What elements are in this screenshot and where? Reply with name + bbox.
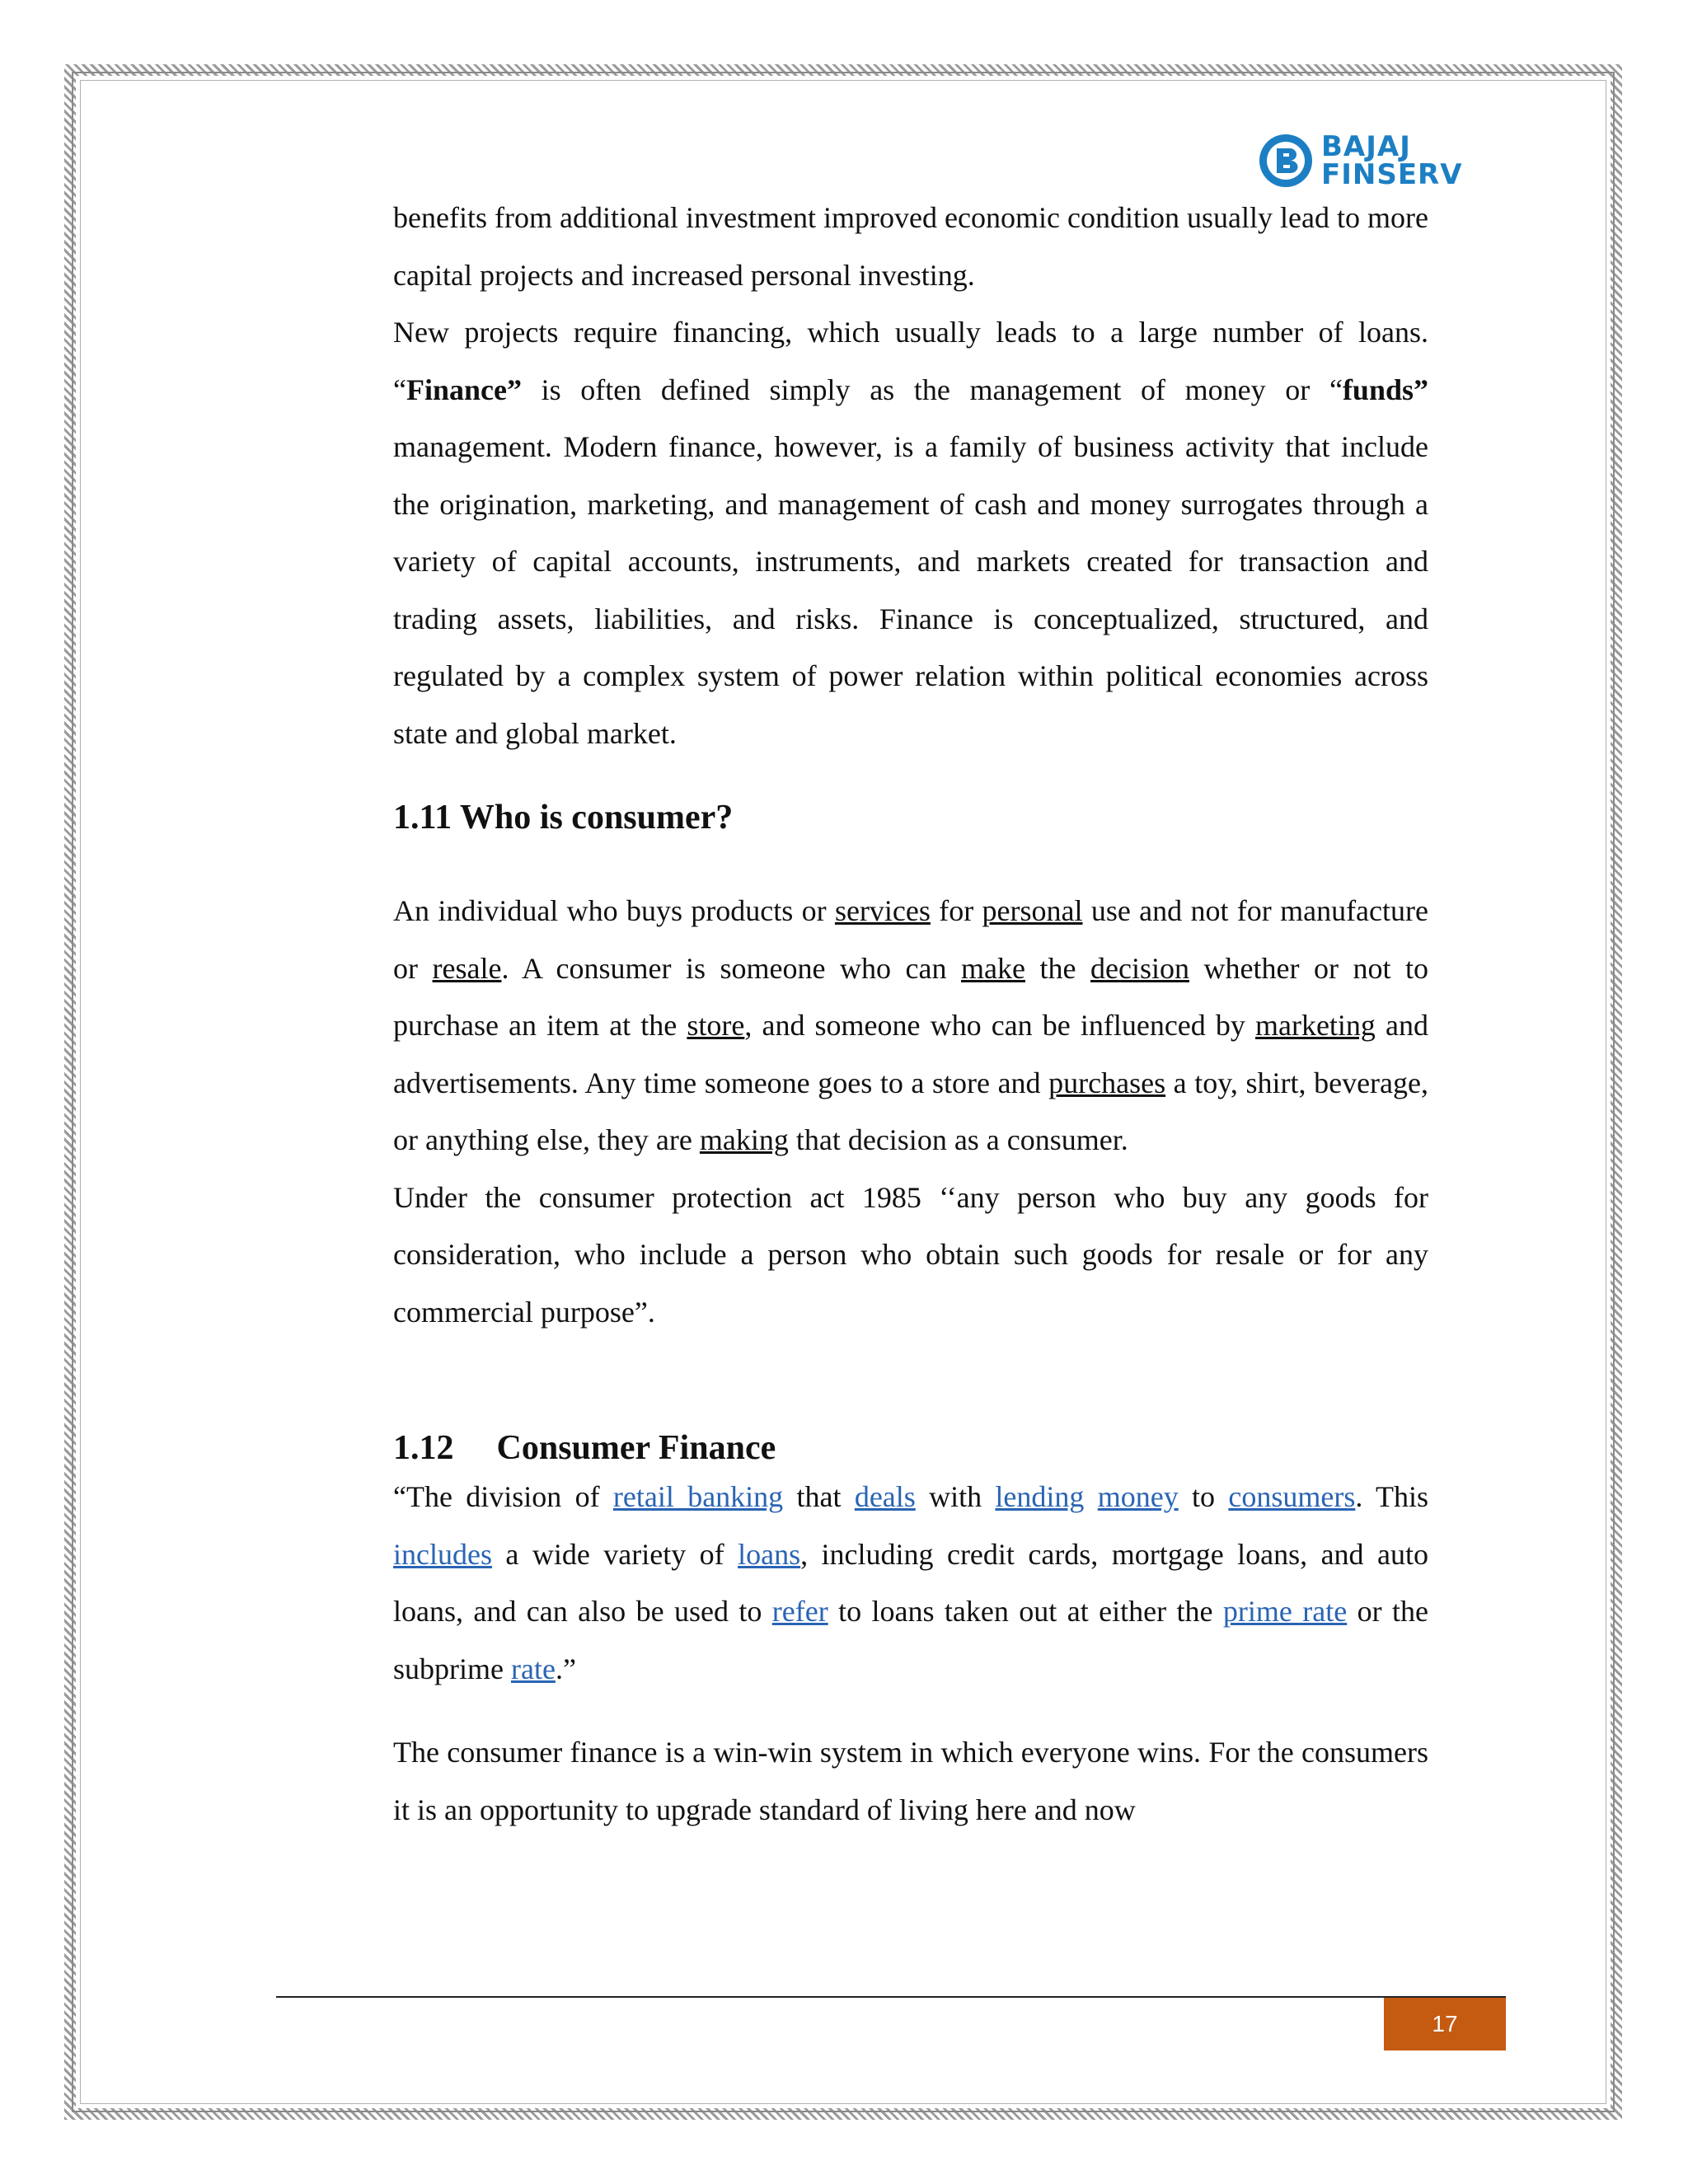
text: , and someone who can be influenced by xyxy=(744,1009,1255,1042)
link-make[interactable]: make xyxy=(961,951,1025,985)
link-includes[interactable]: includes xyxy=(393,1537,492,1571)
paragraph-3 xyxy=(393,883,1428,1169)
page-content xyxy=(393,190,1428,1839)
text: with xyxy=(915,1480,996,1513)
text: for xyxy=(930,894,982,927)
link-services[interactable]: services xyxy=(834,894,931,927)
logo-line-2: FINSERV xyxy=(1321,158,1463,191)
logo-line-1: BAJAJ xyxy=(1321,130,1411,163)
link-prime-rate[interactable]: prime rate xyxy=(1222,1595,1348,1628)
page-number-badge: 17 xyxy=(1384,1998,1506,2050)
link-store[interactable]: store xyxy=(687,1009,745,1042)
text: or the subprime xyxy=(393,1595,1429,1685)
footer-rule xyxy=(276,1996,1506,1998)
text: to xyxy=(1178,1480,1229,1513)
section-heading-1-11: 1.11 Who is consumer? xyxy=(393,799,734,837)
paragraph-5 xyxy=(393,1469,1428,1698)
link-marketing[interactable]: marketing xyxy=(1254,1009,1376,1042)
text: “The division of xyxy=(393,1480,613,1513)
bold-term-funds: funds” xyxy=(1342,373,1428,406)
section-number: 1.12 xyxy=(393,1429,454,1467)
link-loans[interactable]: loans xyxy=(738,1537,801,1571)
text: use and not for manufacture or xyxy=(393,894,1428,985)
logo-wordmark xyxy=(1321,130,1463,191)
text: , including credit cards, mortgage loans, and auto loans, and can also be used to xyxy=(393,1537,1428,1628)
text: that xyxy=(783,1480,855,1513)
link-decision[interactable]: decision xyxy=(1090,951,1189,985)
link-making[interactable]: making xyxy=(699,1123,789,1156)
text: a toy, shirt, beverage, or anything else, they are xyxy=(393,1066,1429,1156)
text: New projects require financing, which usually leads to a large number of loans. “ xyxy=(393,316,1428,406)
text: that decision as a consumer. xyxy=(788,1123,1128,1156)
text: to loans taken out at either the xyxy=(828,1595,1223,1628)
link-personal[interactable]: personal xyxy=(982,894,1083,927)
link-purchases[interactable]: purchases xyxy=(1048,1066,1166,1099)
text: An individual who buys products or xyxy=(393,894,835,927)
link-deals[interactable]: deals xyxy=(854,1480,916,1513)
text: .” xyxy=(555,1652,576,1685)
text: is often defined simply as the management of money or “ xyxy=(521,373,1343,406)
text: the xyxy=(1025,951,1091,985)
text: a wide variety of xyxy=(491,1537,738,1571)
text: whether or not to purchase an item at the xyxy=(393,951,1429,1042)
paragraph-6: The consumer finance is a win-win system in which everyone wins. For the consumers it is an opportunity to upgrade standard of living here and now xyxy=(393,1736,1428,1826)
text: management. Modern finance, however, is a family of business activity that include the origination, marketing, and management of cash and money surrogates through a variety of capital accounts, instruments, and markets created for transaction and trading assets, liabilities, and risks. Finance is conceptualized, structured, and regulated by a complex system of power relation within political economies across state and global market. xyxy=(393,430,1428,750)
bajaj-logo-icon xyxy=(1257,132,1315,190)
bold-term-finance: Finance” xyxy=(406,373,522,406)
link-resale[interactable]: resale xyxy=(432,951,502,985)
link-money[interactable]: money xyxy=(1097,1480,1179,1513)
paragraph-2 xyxy=(393,304,1428,762)
link-consumers[interactable]: consumers xyxy=(1228,1480,1356,1513)
paragraph-1: benefits from additional investment improved economic condition usually lead to more capital projects and increased personal investing. xyxy=(393,201,1428,292)
bajaj-finserv-logo xyxy=(1257,132,1463,190)
section-heading-1-12 xyxy=(393,1427,1428,1469)
link-refer[interactable]: refer xyxy=(771,1595,828,1628)
link-retail-banking[interactable]: retail banking xyxy=(612,1480,784,1513)
paragraph-4: Under the consumer protection act 1985 ‘‘any person who buy any goods for consideration, who include a person who obtain such goods for resale or for any commercial purpose”. xyxy=(393,1180,1428,1329)
link-rate[interactable]: rate xyxy=(510,1652,556,1685)
text xyxy=(1084,1480,1097,1513)
link-lending[interactable]: lending xyxy=(995,1480,1085,1513)
section-title: Consumer Finance xyxy=(496,1429,776,1467)
text: and advertisements. Any time someone goes to a store and xyxy=(393,1009,1429,1099)
text: . A consumer is someone who can xyxy=(501,951,962,985)
text: . This xyxy=(1355,1480,1428,1513)
